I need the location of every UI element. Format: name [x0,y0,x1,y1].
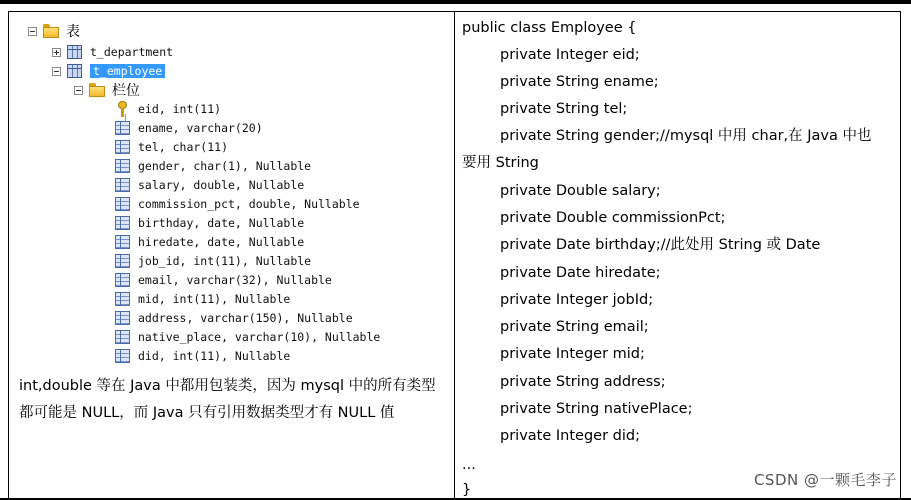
tree-column[interactable] [115,328,380,346]
column-label: mid, int(11), Nullable [138,292,291,306]
column-divider [454,11,455,498]
table-icon [67,64,82,78]
tree-column[interactable] [115,252,311,270]
tree-root-label: 表 [66,24,80,40]
column-label: address, varchar(150), Nullable [138,311,353,325]
code-line: public class Employee { [462,20,637,36]
tree-column[interactable] [115,233,304,251]
table-name-selected: t_employee [90,64,165,78]
column-icon [115,349,130,363]
tree-column[interactable] [115,119,263,137]
code-line: private Date hiredate; [500,265,661,281]
folder-icon [43,24,59,38]
code-line: private String email; [500,319,649,335]
tree-column[interactable] [115,290,290,308]
collapse-icon[interactable] [74,86,83,95]
code-line: private Integer mid; [500,346,645,362]
tree-column[interactable] [115,157,311,175]
column-label: gender, char(1), Nullable [138,159,312,173]
expand-icon[interactable] [52,48,61,57]
primary-key-icon [115,101,130,117]
tree-column[interactable] [115,347,290,365]
code-line: private String address; [500,374,666,390]
tree-column[interactable] [115,214,304,232]
code-line: private String tel; [500,101,628,117]
column-icon [115,121,130,135]
code-line: } [462,482,472,498]
tree-column[interactable] [115,271,332,289]
code-line: private Double salary; [500,183,661,199]
column-icon [115,216,130,230]
tree-column[interactable] [115,100,221,118]
columns-folder-label: 栏位 [112,83,140,99]
column-icon [115,311,130,325]
table-icon [67,45,82,59]
column-label: hiredate, date, Nullable [138,235,305,249]
column-label: salary, double, Nullable [138,178,305,192]
column-label: ename, varchar(20) [138,121,263,135]
collapse-icon[interactable] [52,67,61,76]
column-label: tel, char(11) [138,140,229,154]
note-paragraph: int,double 等在 Java 中都用包装类，因为 mysql 中的所有类型都可能是 NULL，而 Java 只有引用数据类型才有 NULL 值 [19,378,436,421]
tree-root[interactable] [28,22,80,40]
tree-columns-folder[interactable] [74,81,140,99]
column-icon [115,292,130,306]
code-line: 要用 String [462,155,539,171]
column-icon [115,273,130,287]
tree-column[interactable] [115,195,360,213]
tree-table-employee[interactable] [52,62,165,80]
column-label: did, int(11), Nullable [138,349,291,363]
code-line: private Date birthday;//此处用 String 或 Date [500,237,821,253]
column-icon [115,140,130,154]
code-line: private Integer jobId; [500,292,654,308]
column-icon [115,330,130,344]
folder-icon [89,83,105,97]
tree-table-department[interactable] [52,43,173,61]
tree-column[interactable] [115,309,353,327]
code-line: private Double commissionPct; [500,210,726,226]
column-icon [115,254,130,268]
column-label: job_id, int(11), Nullable [138,254,312,268]
column-icon [115,197,130,211]
tree-column[interactable] [115,176,304,194]
column-label: birthday, date, Nullable [138,216,305,230]
column-icon [115,235,130,249]
column-icon [115,178,130,192]
collapse-icon[interactable] [28,27,37,36]
code-line: private String ename; [500,74,659,90]
column-label: commission_pct, double, Nullable [138,197,360,211]
code-line: private Integer eid; [500,47,640,63]
column-icon [115,159,130,173]
code-line: private Integer did; [500,428,640,444]
column-label: eid, int(11) [138,102,222,116]
tree-column[interactable] [115,138,228,156]
column-label: email, varchar(32), Nullable [138,273,332,287]
csdn-watermark: CSDN @一颗毛李子 [753,471,897,489]
code-line: private String gender;//mysql 中用 char,在 Java 中也 [500,128,872,144]
document-page [0,4,911,498]
table-name: t_department [90,45,174,59]
code-line: private String nativePlace; [500,401,693,417]
code-line: ... [462,457,476,473]
column-label: native_place, varchar(10), Nullable [138,330,381,344]
